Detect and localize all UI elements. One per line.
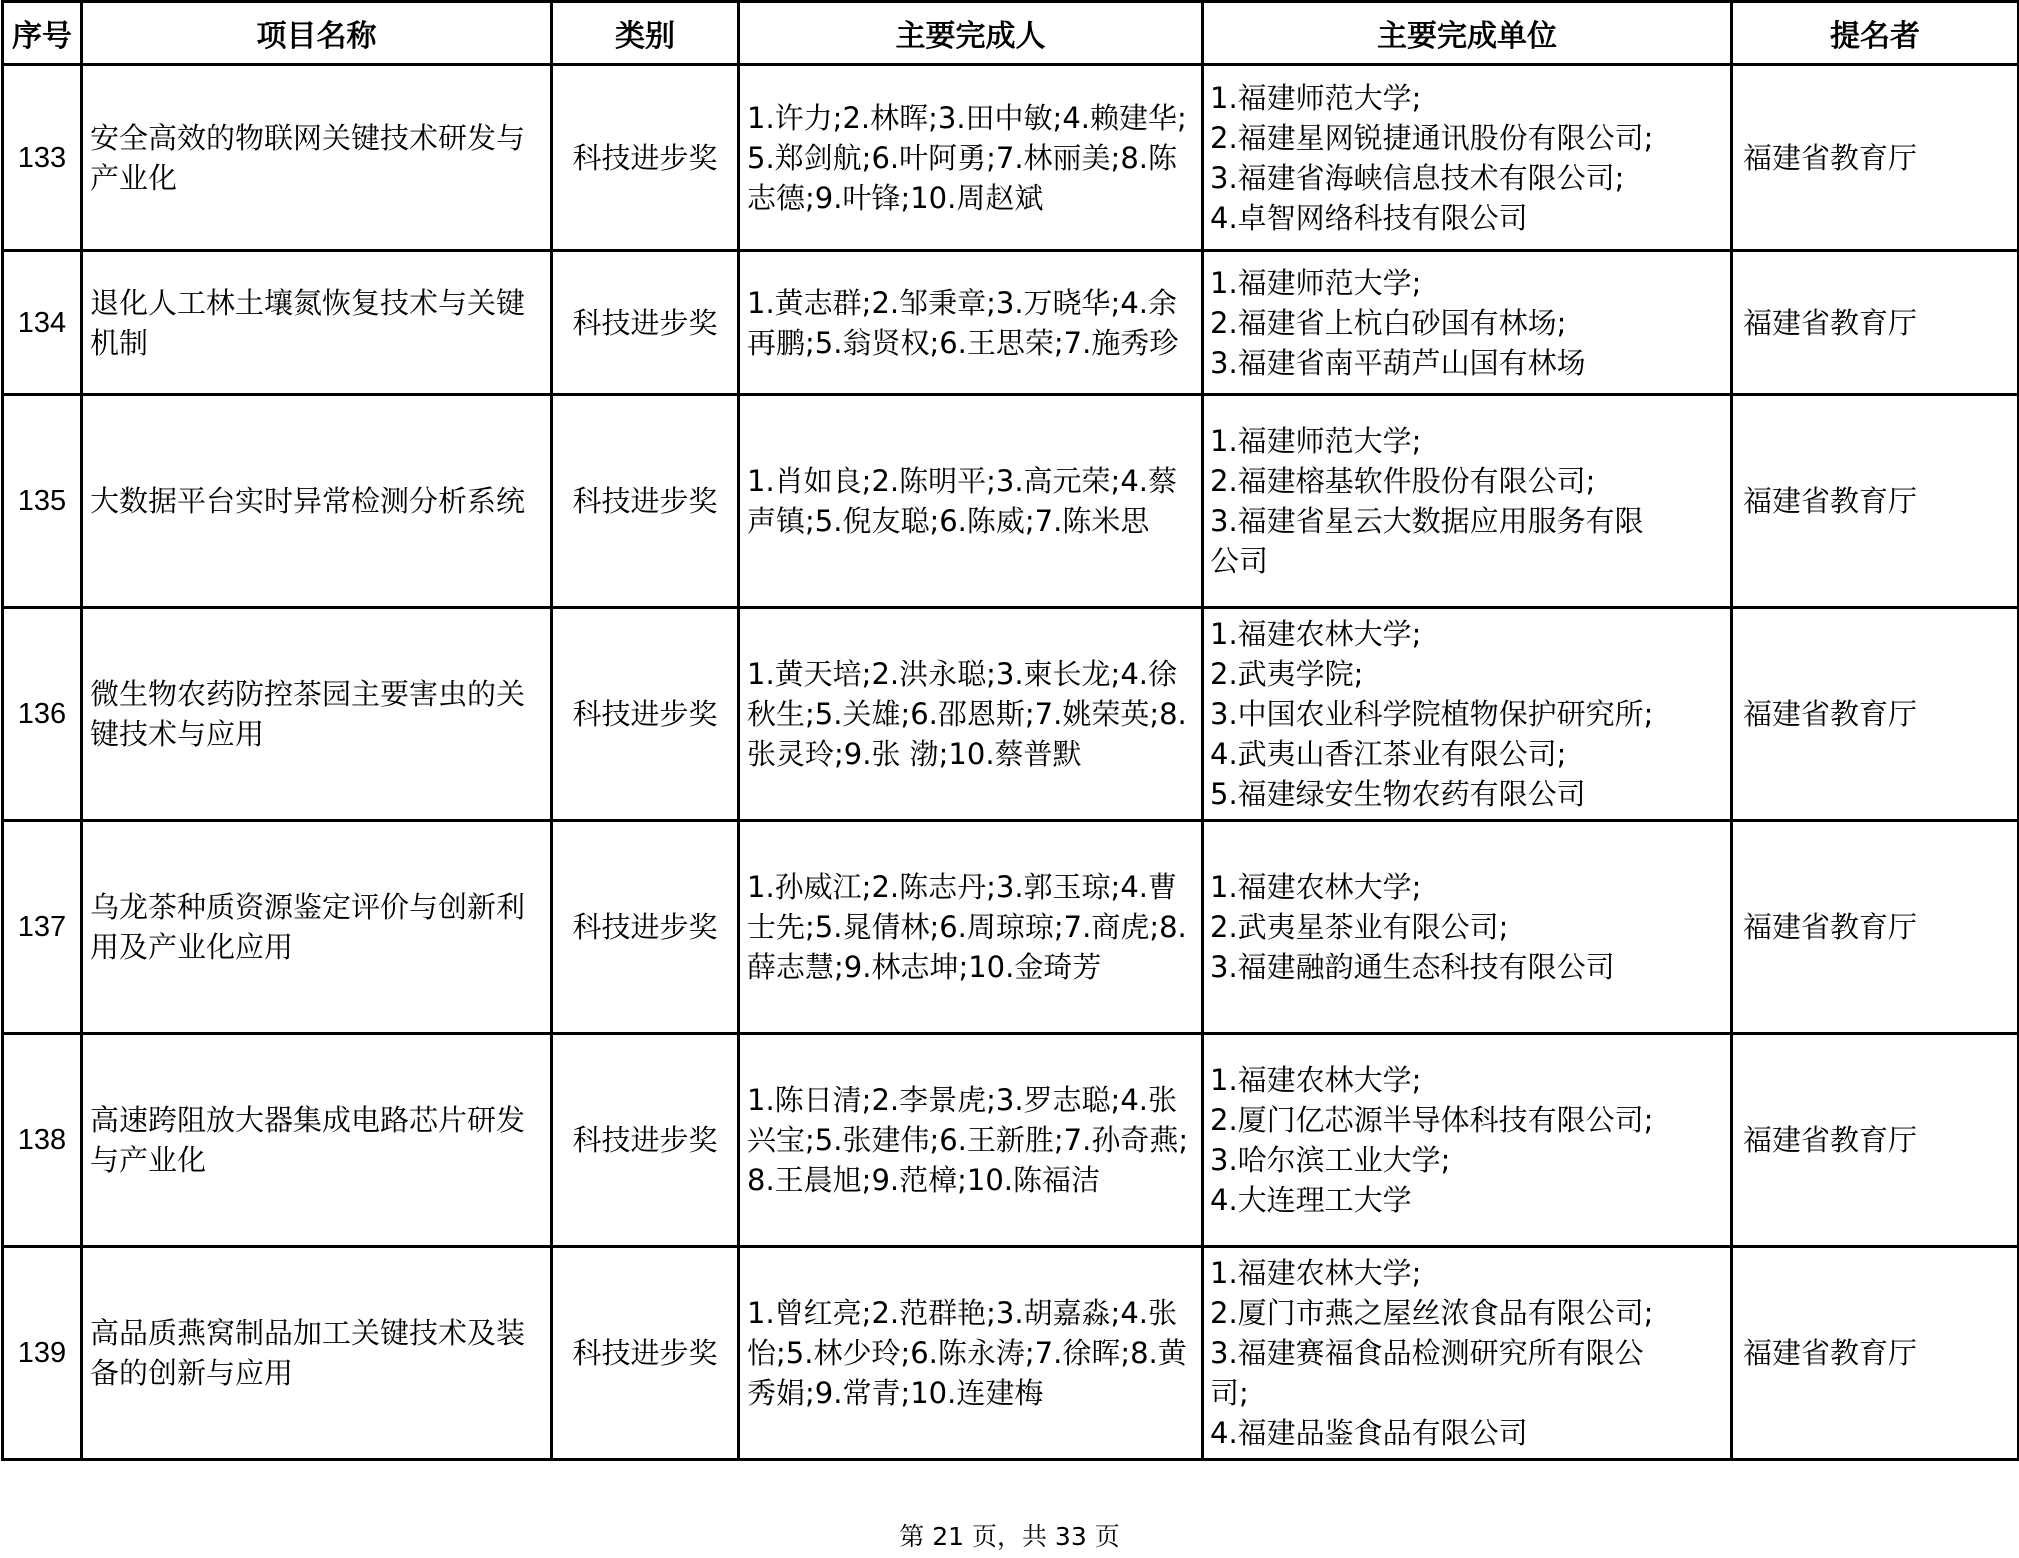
unit-line: 1.福建师范大学; <box>1210 424 1422 458</box>
cell-project-name: 乌龙茶种质资源鉴定评价与创新利用及产业化应用 <box>82 821 552 1034</box>
header-row <box>3 2 2019 65</box>
unit-line: 1.福建师范大学; <box>1210 80 1422 115</box>
unit-line: 1.福建师范大学; <box>1210 265 1422 300</box>
cell-nominator: 福建省教育厅 <box>1732 821 2019 1034</box>
cell-category: 科技进步奖 <box>552 65 739 251</box>
cell-main-people: 1.曾红亮;2.范群艳;3.胡嘉淼;4.张怡;5.林少玲;6.陈永涛;7.徐晖;8.黄秀娟;9.常青;10.连建梅 <box>739 1247 1203 1460</box>
unit-line: 2.厦门亿芯源半导体科技有限公司; <box>1210 1103 1654 1137</box>
unit-line: 3.中国农业科学院植物保护研究所; <box>1210 697 1654 731</box>
table-row <box>3 608 2019 821</box>
table-row <box>3 395 2019 608</box>
unit-line: 2.厦门市燕之屋丝浓食品有限公司; <box>1210 1296 1654 1330</box>
cell-project-name: 高品质燕窝制品加工关键技术及装备的创新与应用 <box>82 1247 552 1460</box>
cell-main-units <box>1203 1247 1732 1460</box>
cell-main-units <box>1203 251 1732 395</box>
cell-no: 134 <box>3 251 82 395</box>
cell-category: 科技进步奖 <box>552 251 739 395</box>
cell-nominator: 福建省教育厅 <box>1732 251 2019 395</box>
cell-category: 科技进步奖 <box>552 1247 739 1460</box>
unit-line: 3.福建赛福食品检测研究所有限公 <box>1210 1336 1644 1370</box>
header-category: 类别 <box>552 2 739 65</box>
header-main-people: 主要完成人 <box>739 2 1203 65</box>
cell-main-people: 1.陈日清;2.李景虎;3.罗志聪;4.张兴宝;5.张建伟;6.王新胜;7.孙奇燕;8.王晨旭;9.范樟;10.陈福洁 <box>739 1034 1203 1247</box>
cell-main-people: 1.黄天培;2.洪永聪;3.柬长龙;4.徐秋生;5.关雄;6.邵恩斯;7.姚荣英;8.张灵玲;9.张 渤;10.蔡普默 <box>739 608 1203 821</box>
unit-line: 2.武夷星茶业有限公司; <box>1210 910 1509 944</box>
unit-line: 4.武夷山香江茶业有限公司; <box>1210 737 1567 771</box>
cell-main-people: 1.黄志群;2.邹秉章;3.万晓华;4.余再鹏;5.翁贤权;6.王思荣;7.施秀珍 <box>739 251 1203 395</box>
cell-main-people: 1.孙威江;2.陈志丹;3.郭玉琼;4.曹士先;5.晁倩林;6.周琼琼;7.商虎;8.薛志慧;9.林志坤;10.金琦芳 <box>739 821 1203 1034</box>
cell-main-units <box>1203 395 1732 608</box>
unit-line: 3.哈尔滨工业大学; <box>1210 1143 1451 1177</box>
table-row <box>3 65 2019 251</box>
header-nominator: 提名者 <box>1732 2 2019 65</box>
cell-nominator: 福建省教育厅 <box>1732 608 2019 821</box>
header-no: 序号 <box>3 2 82 65</box>
cell-main-units <box>1203 608 1732 821</box>
unit-line: 3.福建省南平葫芦山国有林场 <box>1210 345 1586 380</box>
table-header <box>3 2 2019 65</box>
unit-line: 2.武夷学院; <box>1210 657 1364 691</box>
cell-project-name: 退化人工林土壤氮恢复技术与关键机制 <box>82 251 552 395</box>
unit-line: 3.福建省星云大数据应用服务有限 <box>1210 504 1644 538</box>
unit-line: 司; <box>1210 1376 1249 1410</box>
table-row <box>3 821 2019 1034</box>
unit-line: 1.福建农林大学; <box>1210 617 1422 651</box>
page-number: 第 21 页，共 33 页 <box>899 1522 1120 1551</box>
unit-line: 2.福建省上杭白砂国有林场; <box>1210 305 1567 340</box>
unit-line: 公司 <box>1210 544 1269 578</box>
cell-nominator: 福建省教育厅 <box>1732 65 2019 251</box>
cell-main-units <box>1203 1034 1732 1247</box>
table-row <box>3 1247 2019 1460</box>
cell-no: 133 <box>3 65 82 251</box>
cell-category: 科技进步奖 <box>552 608 739 821</box>
header-project-name: 项目名称 <box>82 2 552 65</box>
cell-category: 科技进步奖 <box>552 821 739 1034</box>
unit-line: 4.大连理工大学 <box>1210 1183 1412 1217</box>
cell-category: 科技进步奖 <box>552 395 739 608</box>
cell-project-name: 高速跨阻放大器集成电路芯片研发与产业化 <box>82 1034 552 1247</box>
cell-main-units <box>1203 65 1732 251</box>
cell-no: 138 <box>3 1034 82 1247</box>
cell-project-name: 微生物农药防控茶园主要害虫的关键技术与应用 <box>82 608 552 821</box>
cell-project-name: 大数据平台实时异常检测分析系统 <box>82 395 552 608</box>
unit-line: 4.福建品鉴食品有限公司 <box>1210 1416 1528 1450</box>
unit-line: 1.福建农林大学; <box>1210 1063 1422 1097</box>
cell-main-people: 1.许力;2.林晖;3.田中敏;4.赖建华;5.郑剑航;6.叶阿勇;7.林丽美;8.陈志德;9.叶锋;10.周赵斌 <box>739 65 1203 251</box>
cell-no: 136 <box>3 608 82 821</box>
cell-nominator: 福建省教育厅 <box>1732 1034 2019 1247</box>
unit-line: 2.福建榕基软件股份有限公司; <box>1210 464 1596 498</box>
unit-line: 1.福建农林大学; <box>1210 870 1422 904</box>
table-row <box>3 1034 2019 1247</box>
unit-line: 1.福建农林大学; <box>1210 1256 1422 1290</box>
cell-no: 137 <box>3 821 82 1034</box>
cell-main-people: 1.肖如良;2.陈明平;3.高元荣;4.蔡声镇;5.倪友聪;6.陈威;7.陈米思 <box>739 395 1203 608</box>
unit-line: 3.福建省海峡信息技术有限公司; <box>1210 160 1625 195</box>
cell-no: 139 <box>3 1247 82 1460</box>
cell-no: 135 <box>3 395 82 608</box>
cell-nominator: 福建省教育厅 <box>1732 1247 2019 1460</box>
header-main-units: 主要完成单位 <box>1203 2 1732 65</box>
unit-line: 3.福建融韵通生态科技有限公司 <box>1210 950 1615 984</box>
unit-line: 5.福建绿安生物农药有限公司 <box>1210 777 1586 811</box>
table-body <box>3 65 2019 1460</box>
cell-category: 科技进步奖 <box>552 1034 739 1247</box>
unit-line: 4.卓智网络科技有限公司 <box>1210 200 1528 235</box>
cell-nominator: 福建省教育厅 <box>1732 395 2019 608</box>
cell-main-units <box>1203 821 1732 1034</box>
table-row <box>3 251 2019 395</box>
award-table <box>1 0 2019 1461</box>
cell-project-name: 安全高效的物联网关键技术研发与产业化 <box>82 65 552 251</box>
unit-line: 2.福建星网锐捷通讯股份有限公司; <box>1210 120 1654 155</box>
